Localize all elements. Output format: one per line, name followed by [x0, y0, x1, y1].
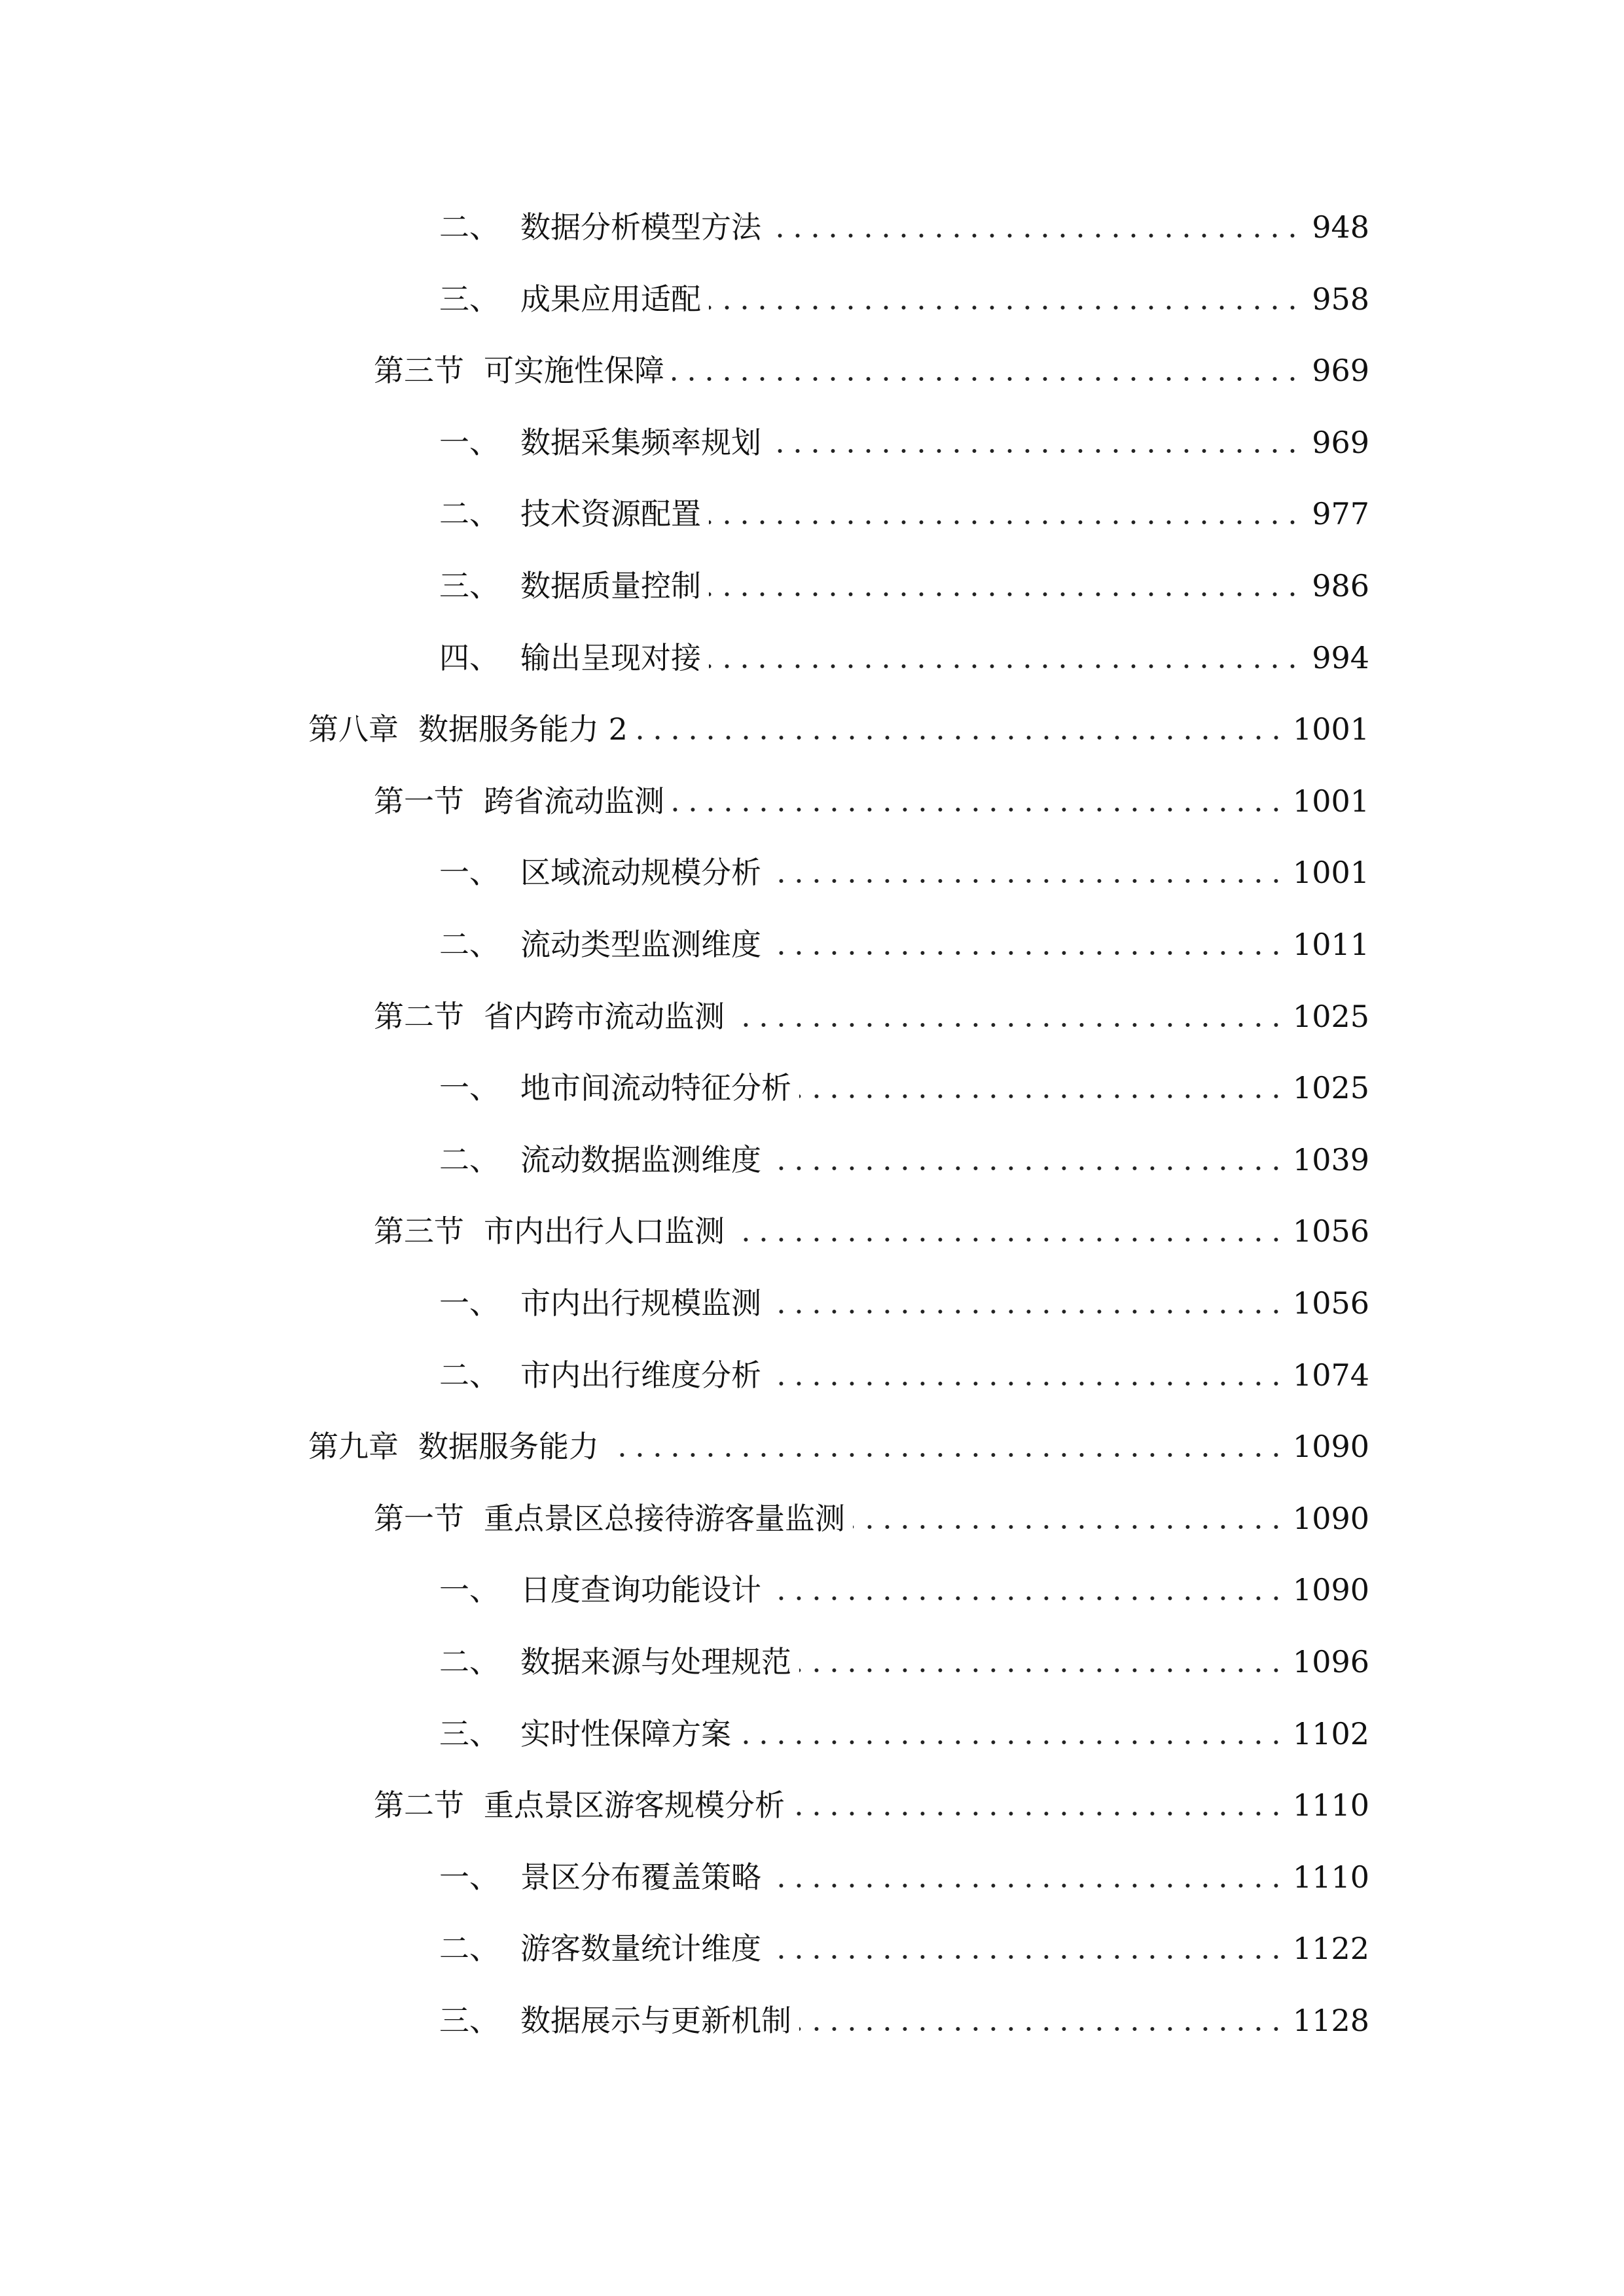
toc-page-number: 1128 [1292, 2003, 1369, 2036]
toc-dot-leader [769, 1883, 1285, 1888]
toc-page-number: 1025 [1292, 1070, 1369, 1103]
toc-dot-leader [769, 448, 1301, 454]
toc-entry-number: 第二节 [374, 1787, 464, 1821]
toc-entry-number: 一、 [439, 424, 499, 457]
toc-entry-title: 技术资源配置 [520, 496, 701, 529]
toc-entry-label [374, 1787, 785, 1821]
toc-dot-leader [732, 1237, 1285, 1242]
toc-entry[interactable] [439, 1983, 1369, 2036]
toc-entry-label [439, 424, 761, 457]
toc-page-number: 977 [1312, 496, 1369, 529]
toc-entry-number: 三、 [439, 1715, 499, 1749]
toc-page-number: 1122 [1292, 1931, 1369, 1964]
toc-page-number: 969 [1312, 353, 1369, 386]
toc-dot-leader [709, 664, 1301, 669]
toc-entry-number: 一、 [439, 1070, 499, 1103]
toc-dot-leader [672, 807, 1285, 812]
toc-entry-title: 数据采集频率规划 [520, 424, 761, 457]
toc-dot-leader [769, 1954, 1285, 1960]
toc-entry-number: 四、 [439, 639, 499, 673]
toc-dot-leader [636, 735, 1285, 740]
toc-page-number: 1090 [1292, 1500, 1369, 1534]
toc-dot-leader [672, 376, 1301, 382]
toc-entry-number: 第三节 [374, 353, 464, 386]
toc-page-number: 1001 [1292, 783, 1369, 816]
toc-entry-title: 重点景区总接待游客量监测 [484, 1500, 845, 1534]
toc-dot-leader [793, 1811, 1285, 1816]
toc-entry-title: 市内出行维度分析 [520, 1357, 761, 1390]
toc-entry-label [439, 496, 701, 529]
toc-entry-title: 日度查询功能设计 [520, 1572, 761, 1605]
toc-entry-label [374, 1213, 725, 1247]
toc-entry-label [308, 711, 628, 745]
toc-dot-leader [769, 878, 1285, 884]
toc-page-number: 1090 [1292, 1572, 1369, 1605]
toc-entry[interactable] [308, 692, 1369, 744]
toc-entry[interactable] [374, 1481, 1369, 1534]
toc-entry[interactable] [374, 333, 1369, 386]
toc-entry[interactable] [439, 1266, 1369, 1318]
toc-page-number: 1039 [1292, 1141, 1369, 1175]
toc-entry-title: 地市间流动特征分析 [520, 1070, 791, 1103]
toc-entry[interactable] [374, 1194, 1369, 1246]
toc-dot-leader [709, 520, 1301, 525]
toc-entry-title: 流动类型监测维度 [520, 927, 761, 960]
toc-page-number: 1102 [1292, 1715, 1369, 1749]
toc-dot-leader [799, 1668, 1285, 1673]
toc-entry-title: 成果应用适配 [520, 281, 701, 314]
toc-entry[interactable] [374, 1768, 1369, 1820]
toc-page-number: 1074 [1292, 1357, 1369, 1390]
toc-entry-label [439, 857, 761, 888]
toc-page-number: 986 [1312, 568, 1369, 601]
toc-entry[interactable] [439, 1840, 1369, 1892]
toc-page-number: 948 [1312, 209, 1369, 242]
toc-entry-title: 可实施性保障 [484, 353, 664, 386]
toc-entry-number: 一、 [439, 1285, 499, 1318]
toc-page-number: 1025 [1292, 998, 1369, 1031]
toc-entry-title: 数据来源与处理规范 [520, 1644, 791, 1677]
toc-entry-number: 二、 [439, 496, 499, 529]
toc-entry-number: 一、 [439, 855, 499, 888]
toc-entry-number: 二、 [439, 1644, 499, 1677]
toc-entry-number: 第三节 [374, 1213, 464, 1247]
toc-dot-leader [769, 1381, 1285, 1386]
toc-dot-leader [769, 1309, 1285, 1314]
toc-entry-label [374, 998, 725, 1031]
toc-entry-title: 市内出行规模监测 [520, 1285, 761, 1318]
toc-entry-label [374, 1500, 845, 1534]
toc-entry-number: 三、 [439, 2003, 499, 2036]
toc-entry[interactable] [439, 835, 1369, 888]
toc-entry-number: 二、 [439, 1931, 499, 1964]
toc-entry[interactable] [439, 262, 1369, 314]
toc-entry[interactable] [439, 1624, 1369, 1677]
toc-entry-label [439, 1285, 761, 1318]
toc-page-number: 958 [1312, 281, 1369, 314]
toc-dot-leader [769, 233, 1301, 238]
toc-dot-leader [853, 1524, 1285, 1530]
toc-entry-label [439, 1859, 761, 1892]
toc-page-number: 1001 [1292, 855, 1369, 888]
toc-page-number: 1056 [1292, 1213, 1369, 1247]
toc-entry-number: 第八章 [308, 711, 399, 745]
toc-entry[interactable] [439, 476, 1369, 529]
toc-entry-number: 第一节 [374, 1500, 464, 1534]
toc-entry-number: 二、 [439, 927, 499, 960]
toc-dot-leader [709, 592, 1301, 597]
toc-dot-leader [769, 950, 1285, 956]
toc-entry[interactable] [439, 1338, 1369, 1390]
toc-entry[interactable] [374, 979, 1369, 1031]
toc-page-number: 969 [1312, 424, 1369, 457]
toc-entry-title: 跨省流动监测 [484, 783, 664, 816]
toc-entry-label [439, 1933, 761, 1964]
toc-entry[interactable] [439, 907, 1369, 960]
toc-entry-title: 数据质量控制 [520, 568, 701, 601]
toc-entry-label [439, 209, 761, 242]
toc-entry-number: 二、 [439, 209, 499, 242]
toc-dot-leader [709, 305, 1301, 310]
toc-entry-title: 景区分布覆盖策略 [520, 1859, 761, 1892]
toc-entry-label [439, 568, 701, 601]
toc-entry-label [439, 2005, 791, 2036]
toc-entry-title: 游客数量统计维度 [520, 1931, 761, 1964]
toc-entry-label [439, 1572, 761, 1605]
toc-entry-title: 省内跨市流动监测 [484, 998, 725, 1031]
toc-page-number: 994 [1312, 639, 1369, 673]
toc-page-number: 1056 [1292, 1285, 1369, 1318]
toc-entry-label [374, 355, 664, 386]
toc-entry-title: 数据服务能力 2 [418, 711, 628, 745]
toc-entry-title: 实时性保障方案 [520, 1715, 731, 1749]
toc-entry-number: 第二节 [374, 998, 464, 1031]
toc-entry[interactable] [439, 405, 1369, 457]
toc-entry-label [439, 639, 701, 673]
toc-entry-number: 第一节 [374, 783, 464, 816]
toc-dot-leader [769, 1166, 1285, 1171]
toc-entry-label [439, 1715, 731, 1749]
toc-entry-title: 区域流动规模分析 [520, 855, 761, 888]
toc-entry-title: 数据分析模型方法 [520, 209, 761, 242]
toc-page-number: 1001 [1292, 711, 1369, 745]
toc-entry-title: 输出呈现对接 [520, 639, 701, 673]
toc-entry-number: 一、 [439, 1572, 499, 1605]
toc-entry-label [439, 1141, 761, 1175]
toc-entry-number: 二、 [439, 1141, 499, 1175]
toc-entry-label [439, 1644, 791, 1677]
toc-entry-title: 数据展示与更新机制 [520, 2003, 791, 2036]
toc-entry[interactable] [439, 1122, 1369, 1175]
toc-dot-leader [739, 1740, 1285, 1745]
toc-entry[interactable] [439, 1050, 1369, 1103]
toc-dot-leader [607, 1452, 1285, 1458]
toc-entry-label [374, 783, 664, 816]
toc-page-number: 1011 [1292, 927, 1369, 960]
toc-entry-label [308, 1431, 599, 1462]
toc-entry-title: 重点景区游客规模分析 [484, 1787, 785, 1821]
toc-entry-title: 数据服务能力 [418, 1429, 599, 1462]
toc-dot-leader [732, 1022, 1285, 1028]
toc-dot-leader [769, 1596, 1285, 1601]
toc-entry-label [439, 1357, 761, 1390]
toc-dot-leader [799, 2026, 1285, 2032]
toc-entry[interactable] [439, 1552, 1369, 1605]
toc-page-number: 1096 [1292, 1644, 1369, 1677]
toc-entry-number: 一、 [439, 1859, 499, 1892]
toc-entry[interactable] [308, 1409, 1369, 1462]
toc-dot-leader [799, 1094, 1285, 1099]
toc-entry-number: 三、 [439, 281, 499, 314]
toc-entry-number: 第九章 [308, 1429, 399, 1462]
toc-entry[interactable] [439, 620, 1369, 673]
toc-entry-label [439, 929, 761, 960]
toc-entry[interactable] [374, 764, 1369, 816]
toc-page-number: 1110 [1292, 1787, 1369, 1821]
toc-entry[interactable] [439, 1696, 1369, 1749]
toc-entry-title: 市内出行人口监测 [484, 1213, 725, 1247]
toc-entry[interactable] [439, 1911, 1369, 1964]
toc-entry-label [439, 281, 701, 314]
toc-page-number: 1110 [1292, 1859, 1369, 1892]
toc-entry[interactable] [439, 190, 1369, 242]
toc-entry-number: 二、 [439, 1357, 499, 1390]
toc-entry-title: 流动数据监测维度 [520, 1141, 761, 1175]
toc-entry-label [439, 1070, 791, 1103]
toc-entry-number: 三、 [439, 568, 499, 601]
toc-page-number: 1090 [1292, 1429, 1369, 1462]
toc-entry[interactable] [439, 548, 1369, 601]
